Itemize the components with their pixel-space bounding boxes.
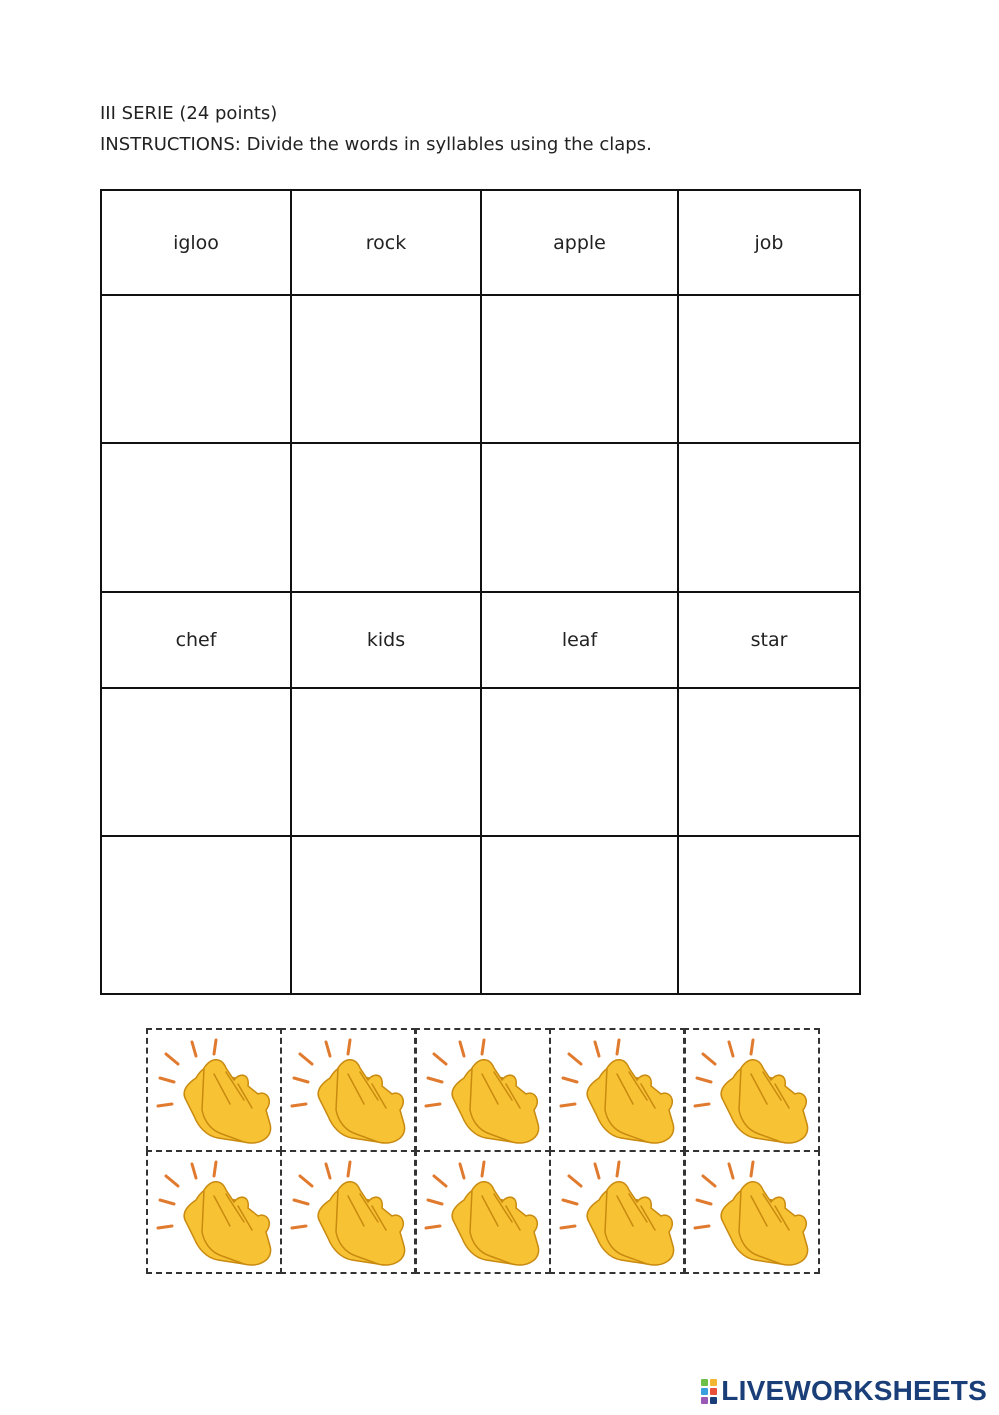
word-cell: kids xyxy=(291,592,481,688)
clapping-hands-icon xyxy=(420,1034,544,1146)
answer-cell[interactable] xyxy=(101,688,291,836)
clap-tile[interactable] xyxy=(280,1028,417,1153)
answer-cell[interactable] xyxy=(291,836,481,994)
answer-cell[interactable] xyxy=(101,295,291,443)
word-row xyxy=(101,592,860,688)
answer-cell[interactable] xyxy=(678,688,860,836)
worksheet-header xyxy=(100,98,652,160)
answer-cell[interactable] xyxy=(678,295,860,443)
answer-row xyxy=(101,295,860,443)
word-cell: apple xyxy=(481,190,678,295)
clapping-hands-icon xyxy=(286,1156,410,1268)
word-cell: rock xyxy=(291,190,481,295)
series-title: III SERIE (24 points) xyxy=(100,103,278,124)
clapping-hands-icon xyxy=(420,1156,544,1268)
clapping-hands-icon xyxy=(555,1156,679,1268)
liveworksheets-logo xyxy=(701,1374,987,1408)
answer-cell[interactable] xyxy=(678,443,860,592)
clapping-hands-icon xyxy=(689,1156,813,1268)
word-cell: chef xyxy=(101,592,291,688)
logo-text: LIVEWORKSHEETS xyxy=(721,1375,987,1406)
word-cell: job xyxy=(678,190,860,295)
answer-row xyxy=(101,836,860,994)
clapping-hands-icon xyxy=(152,1034,276,1146)
word-row xyxy=(101,190,860,295)
clapping-hands-icon xyxy=(286,1034,410,1146)
word-cell: igloo xyxy=(101,190,291,295)
answer-row xyxy=(101,688,860,836)
clap-tile[interactable] xyxy=(146,1028,283,1153)
syllable-table xyxy=(100,189,861,995)
clap-tile[interactable] xyxy=(549,1028,686,1153)
answer-cell[interactable] xyxy=(481,295,678,443)
answer-cell[interactable] xyxy=(291,295,481,443)
answer-cell[interactable] xyxy=(101,443,291,592)
clapping-hands-icon xyxy=(689,1034,813,1146)
answer-cell[interactable] xyxy=(481,688,678,836)
answer-cell[interactable] xyxy=(481,443,678,592)
clap-tile[interactable] xyxy=(414,1028,551,1153)
clap-tile[interactable] xyxy=(280,1150,417,1275)
clap-tile[interactable] xyxy=(683,1150,820,1275)
clap-tile[interactable] xyxy=(549,1150,686,1275)
answer-cell[interactable] xyxy=(678,836,860,994)
clapping-hands-icon xyxy=(555,1034,679,1146)
clap-tiles xyxy=(148,1030,820,1274)
answer-row xyxy=(101,443,860,592)
clap-tile[interactable] xyxy=(683,1028,820,1153)
word-cell: star xyxy=(678,592,860,688)
clap-tile[interactable] xyxy=(146,1150,283,1275)
answer-cell[interactable] xyxy=(101,836,291,994)
clapping-hands-icon xyxy=(152,1156,276,1268)
logo-mark-icon xyxy=(701,1379,717,1404)
word-cell: leaf xyxy=(481,592,678,688)
answer-cell[interactable] xyxy=(481,836,678,994)
answer-cell[interactable] xyxy=(291,443,481,592)
answer-cell[interactable] xyxy=(291,688,481,836)
instructions-text: INSTRUCTIONS: Divide the words in syllables using the claps. xyxy=(100,134,652,155)
clap-tile[interactable] xyxy=(414,1150,551,1275)
